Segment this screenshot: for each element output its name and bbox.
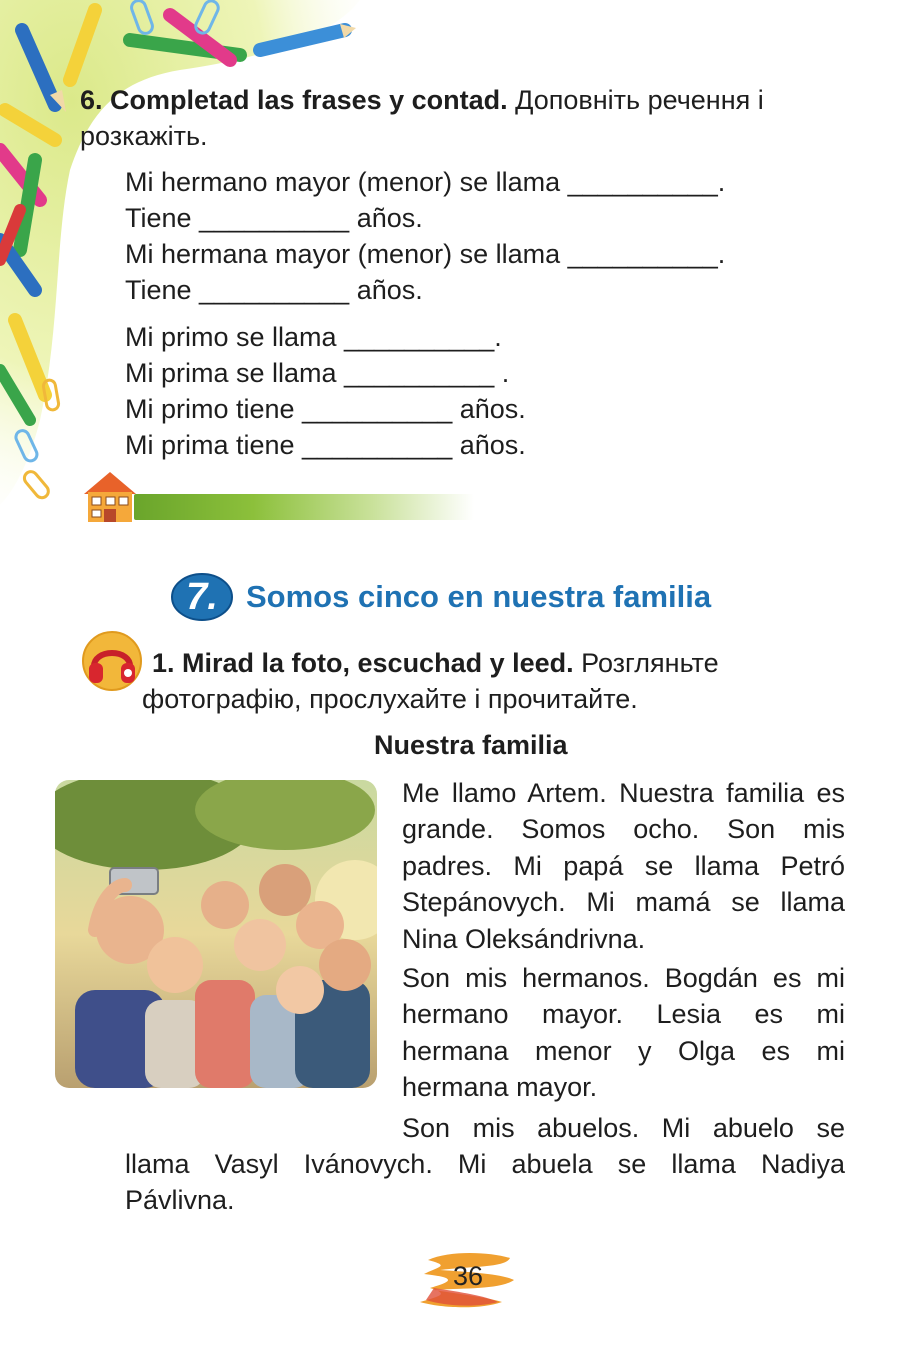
sentence-line: Tiene __________ años. bbox=[125, 275, 423, 305]
exercise-6-sentences-siblings bbox=[125, 164, 725, 308]
story-paragraph-grandparents-line3: Pávlivna. bbox=[125, 1185, 235, 1215]
sentence-line: Mi hermano mayor (menor) se llama __________. bbox=[125, 167, 726, 197]
exercise-1-translation-line2: фотографію, прослухайте і прочитайте. bbox=[142, 684, 638, 714]
exercise-1-translation: Розгляньте bbox=[573, 648, 719, 678]
sentence-line: Mi primo tiene __________ años. bbox=[125, 394, 526, 424]
section-divider-bar bbox=[134, 494, 474, 520]
headphones-icon[interactable] bbox=[80, 630, 144, 692]
exercise-6-translation: Доповніть речення і розкажіть. bbox=[80, 85, 764, 151]
story-paragraph-grandparents-line1: Son mis abuelos. Mi abuelo se bbox=[402, 1113, 845, 1143]
story-paragraph-siblings: Son mis hermanos. Bogdán es mi hermano mayor. Lesia es mi hermana menor y Olga es mi hermana mayor. bbox=[402, 963, 845, 1103]
page-number: 36 bbox=[452, 1261, 484, 1291]
sentence-line: Mi prima tiene __________ años. bbox=[125, 430, 526, 460]
exercise-6-title: 6. Completad las frases y contad. bbox=[80, 85, 508, 115]
lesson-title: Somos cinco en nuestra familia bbox=[246, 579, 712, 614]
exercise-6-sentences-cousins bbox=[125, 319, 526, 463]
exercise-6-instruction bbox=[80, 82, 870, 154]
sentence-line: Mi prima se llama __________ . bbox=[125, 358, 510, 388]
house-icon bbox=[82, 470, 138, 524]
lesson-number: 7. bbox=[186, 576, 218, 618]
exercise-1-title: 1. Mirad la foto, escuchad y leed. bbox=[152, 648, 574, 678]
story-title: Nuestra familia bbox=[374, 730, 568, 760]
exercise-1-instruction bbox=[148, 645, 848, 681]
sentence-line: Mi primo se llama __________. bbox=[125, 322, 502, 352]
story-paragraph-grandparents-line2: llama Vasyl Ivánovych. Mi abuela se llama Nadiya bbox=[125, 1149, 845, 1179]
sentence-line: Mi hermana mayor (menor) se llama __________. bbox=[125, 239, 726, 269]
sentence-line: Tiene __________ años. bbox=[125, 203, 423, 233]
story-paragraph-parents: Me llamo Artem. Nuestra familia es grande. Somos ocho. Son mis padres. Mi papá se llama Petró Stepánovych. Mi mamá se llama Nina Oleksándrivna. bbox=[402, 778, 845, 954]
family-selfie-photo bbox=[55, 780, 377, 1088]
